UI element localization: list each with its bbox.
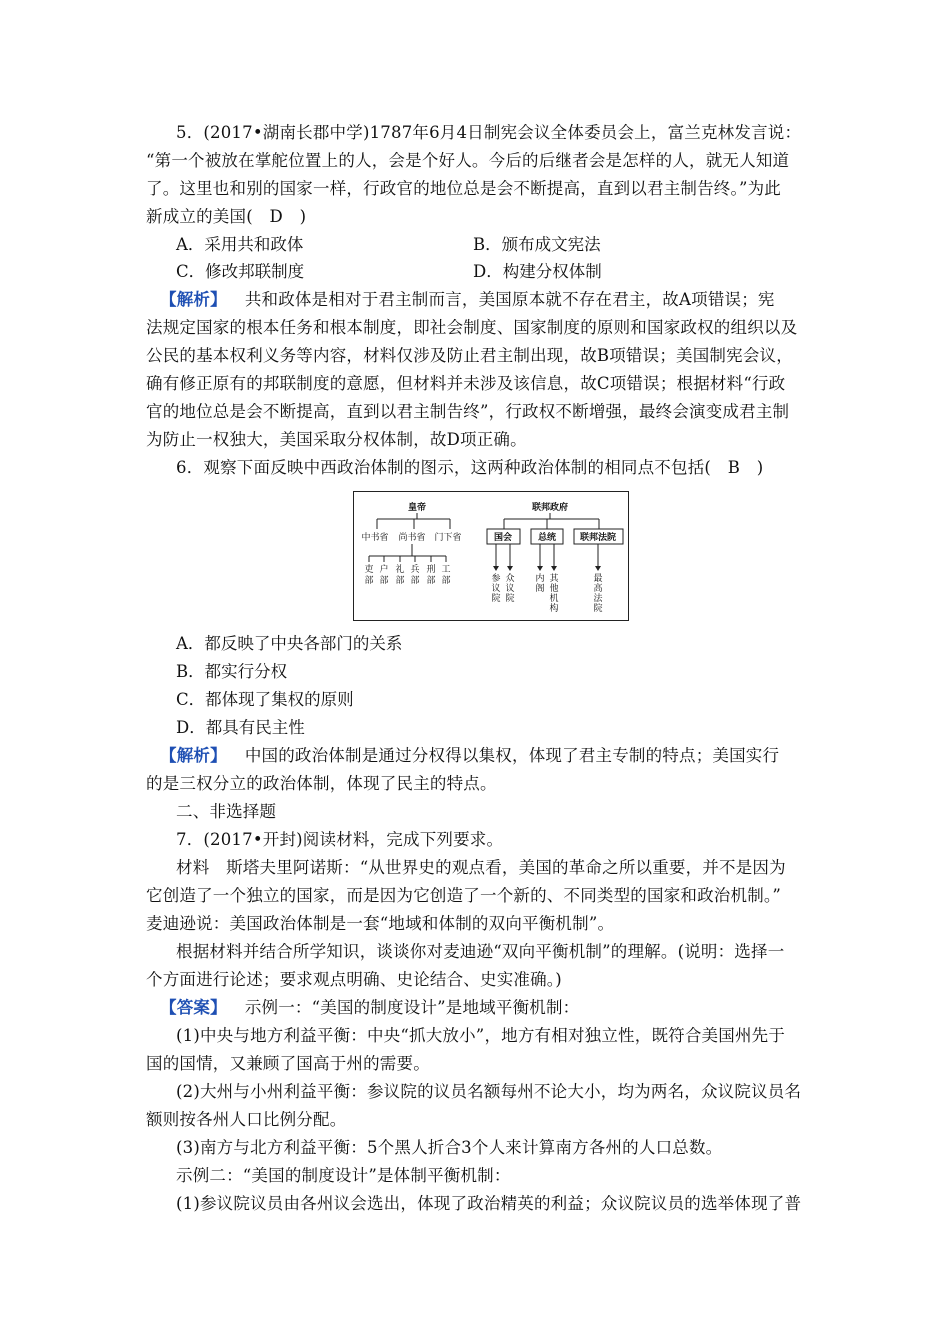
- q7-answer-line1: [160, 998, 579, 1018]
- q6-analysis-text1: 中国的政治体制是通过分权得以集权，体现了君主专制的特点；美国实行: [244, 746, 780, 765]
- q7-material-line2: 它创造了一个独立的国家，而是因为它创造了一个新的、不同类型的国家和政治机制。”: [146, 886, 781, 905]
- q7-material-line1: 材料 斯塔夫里阿诺斯：“从世界史的观点看，美国的革命之所以重要，并不是因为: [176, 858, 786, 877]
- q5-analysis-line2: 法规定国家的根本任务和根本制度，即社会制度、国家制度的原则和国家政权的组织以及: [146, 318, 798, 337]
- q5-line1: 5．(2017•湖南长郡中学)1787年6月4日制宪会议全体委员会上，富兰克林发言说：: [176, 123, 802, 142]
- q6-analysis-line2: 的是三权分立的政治体制，体现了民主的特点。: [146, 774, 497, 793]
- us-root-label: 联邦政府: [531, 503, 569, 513]
- svg-text:其他机构: 其他机构: [549, 574, 559, 614]
- us-branch-president: 总统: [537, 533, 557, 543]
- q6-option-b: B．都实行分权: [176, 662, 288, 681]
- us-branch-congress: 国会: [493, 533, 513, 543]
- political-system-diagram: [353, 491, 629, 621]
- q5-option-c: C．修改邦联制度: [176, 262, 305, 281]
- q5-option-b: B．颁布成文宪法: [473, 235, 601, 254]
- us-sub-bodies: [491, 572, 603, 614]
- diagram-svg: [354, 492, 627, 619]
- us-branch-court: 联邦法院: [579, 533, 617, 543]
- svg-text:参议院: 参议院: [491, 574, 501, 604]
- analysis-tag: 【解析】: [160, 746, 227, 765]
- svg-text:礼部: 礼部: [395, 565, 405, 586]
- svg-text:户部: 户部: [379, 565, 389, 586]
- q7-material-line3: 麦迪逊说：美国政治体制是一套“地域和体制的双向平衡机制”。: [146, 914, 615, 933]
- q7-stem: 7．(2017•开封)阅读材料，完成下列要求。: [176, 830, 504, 849]
- svg-text:众议院: 众议院: [505, 574, 515, 604]
- china-root-label: 皇帝: [407, 503, 427, 513]
- q5-analysis-line1: [160, 290, 775, 310]
- q5-analysis-text1: 共和政体是相对于君主制而言，美国原本就不存在君主，故A项错误；宪: [244, 290, 775, 309]
- svg-text:刑部: 刑部: [426, 565, 436, 586]
- q5-option-a: A．采用共和政体: [176, 235, 304, 254]
- svg-text:工部: 工部: [441, 565, 451, 586]
- q6-stem: 6．观察下面反映中西政治体制的图示，这两种政治体制的相同点不包括( B ): [176, 458, 764, 477]
- q5-option-d: D．构建分权体制: [473, 262, 602, 281]
- q5-line3: 了。这里也和别的国家一样，行政官的地位总是会不断提高，直到以君主制告终。”为此: [146, 179, 781, 198]
- q7-answer-line2: (1)中央与地方利益平衡：中央“抓大放小”，地方有相对独立性，既符合美国州先于: [176, 1026, 786, 1045]
- svg-text:最高法院: 最高法院: [593, 574, 603, 614]
- china-province-3: 门下省: [434, 533, 462, 543]
- q7-answer-line8: (1)参议院议员由各州议会选出，体现了政治精英的利益；众议院议员的选举体现了普: [176, 1194, 802, 1213]
- q7-answer-line3: 国的国情，又兼顾了国高于州的需要。: [146, 1054, 430, 1073]
- q7-answer-text1: 示例一：“美国的制度设计”是地域平衡机制：: [244, 998, 580, 1017]
- q6-option-c: C．都体现了集权的原则: [176, 690, 354, 709]
- q5-analysis-line5: 官的地位总是会不断提高，直到以君主制告终”，行政权不断增强，最终会演变成君主制: [146, 402, 790, 421]
- q5-analysis-line6: 为防止一权独大，美国采取分权体制，故D项正确。: [146, 430, 527, 449]
- q5-line4: 新成立的美国( D ): [146, 207, 307, 226]
- svg-text:内阁: 内阁: [535, 574, 545, 594]
- china-province-2: 尚书省: [398, 533, 426, 543]
- q6-option-a: A．都反映了中央各部门的关系: [176, 634, 403, 653]
- china-ministries: [364, 563, 450, 586]
- q5-analysis-line4: 确有修正原有的邦联制度的意愿，但材料并未涉及该信息，故C项错误；根据材料“行政: [146, 374, 786, 393]
- svg-text:吏部: 吏部: [364, 565, 374, 586]
- analysis-tag: 【解析】: [160, 290, 227, 309]
- section-heading: 二、非选择题: [176, 802, 277, 821]
- svg-text:兵部: 兵部: [410, 565, 420, 586]
- answer-tag: 【答案】: [160, 998, 227, 1017]
- q5-line2: “第一个被放在掌舵位置上的人，会是个好人。今后的后继者会是怎样的人，就无人知道: [146, 151, 790, 170]
- q7-task-line2: 个方面进行论述；要求观点明确、史论结合、史实准确。): [146, 970, 562, 989]
- q6-analysis-line1: [160, 746, 779, 766]
- q7-answer-line6: (3)南方与北方利益平衡：5个黑人折合3个人来计算南方各州的人口总数。: [176, 1138, 723, 1157]
- q7-answer-line7: 示例二：“美国的制度设计”是体制平衡机制：: [176, 1166, 511, 1185]
- q6-option-d: D．都具有民主性: [176, 718, 305, 737]
- q7-answer-line4: (2)大州与小州利益平衡：参议院的议员名额每州不论大小，均为两名，众议院议员名: [176, 1082, 802, 1101]
- china-province-1: 中书省: [361, 533, 389, 543]
- q7-answer-line5: 额则按各州人口比例分配。: [146, 1110, 347, 1129]
- q5-analysis-line3: 公民的基本权利义务等内容，材料仅涉及防止君主制出现，故B项错误；美国制宪会议，: [146, 346, 793, 365]
- q7-task-line1: 根据材料并结合所学知识，谈谈你对麦迪逊“双向平衡机制”的理解。(说明：选择一: [176, 942, 785, 961]
